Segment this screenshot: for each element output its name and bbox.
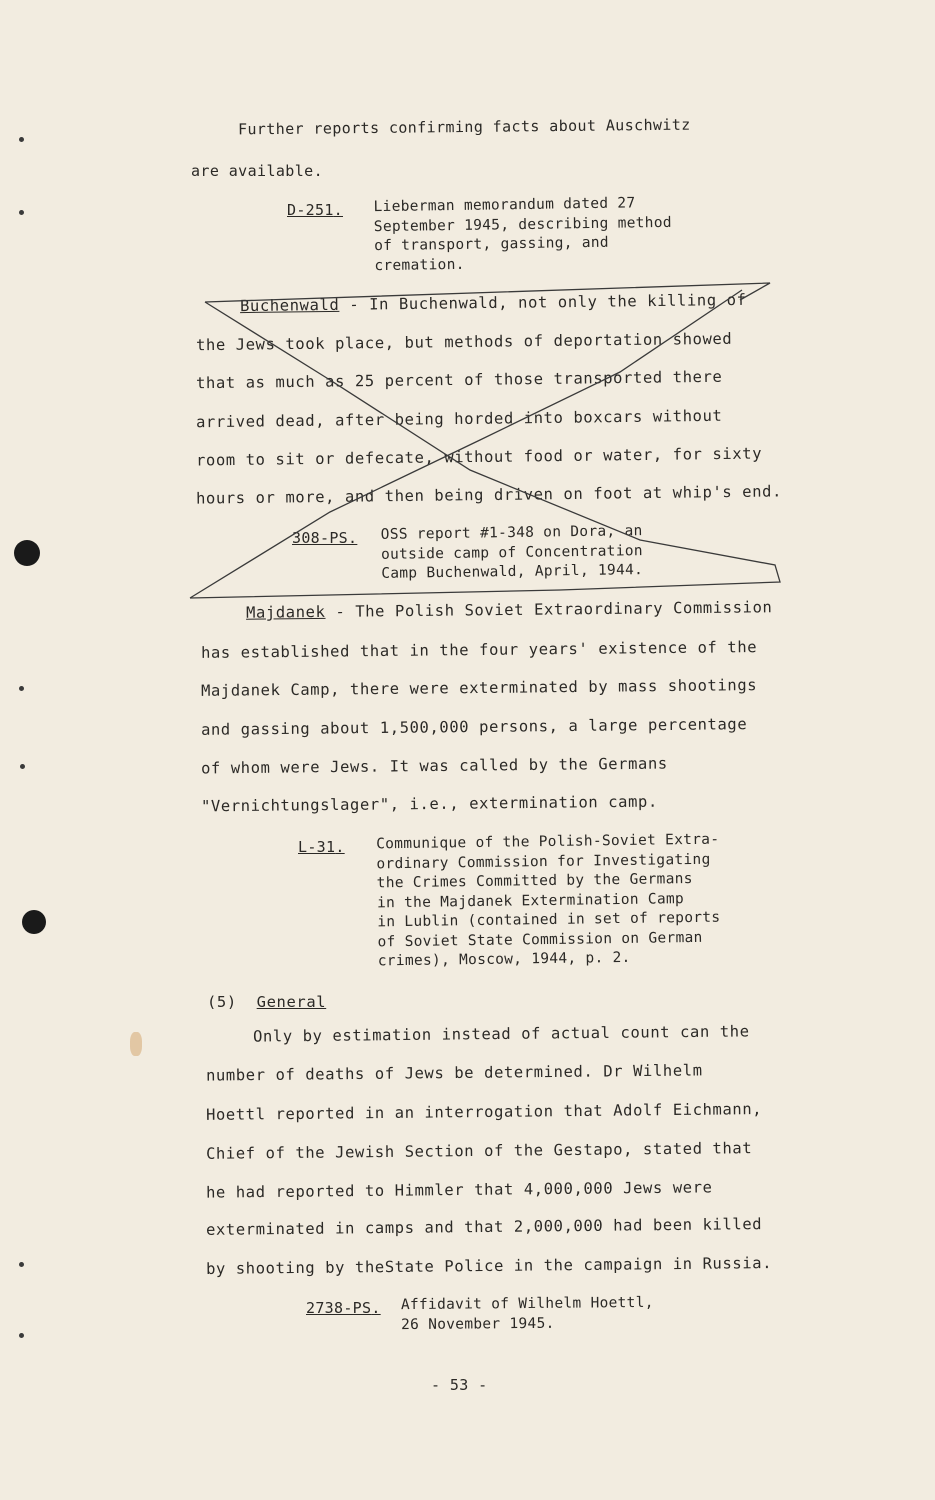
section-number: (5) xyxy=(207,993,237,1011)
general-line-4: Chief of the Jewish Section of the Gestapo, stated that xyxy=(205,1139,753,1163)
citation-ref-l31: L-31. xyxy=(298,838,345,856)
buchenwald-line-6: hours or more, and then being driven on foot at whip's end. xyxy=(195,482,783,508)
general-line-5: he had reported to Himmler that 4,000,000 Jews were xyxy=(205,1178,713,1202)
majdanek-line-4: and gassing about 1,500,000 persons, a large percentage xyxy=(200,715,748,739)
majdanek-line-6: "Vernichtungslager", i.e., extermination camp. xyxy=(200,792,658,816)
citation-ref-d251: D-251. xyxy=(287,201,343,219)
citation-text-d251: Lieberman memorandum dated 27 September 1945, describing method of transport, gassing, and cremation. xyxy=(373,195,672,274)
majdanek-line-5: of whom were Jews. It was called by the Germans xyxy=(200,754,668,778)
general-line-2: number of deaths of Jews be determined. Dr Wilhelm xyxy=(205,1061,703,1085)
buchenwald-heading: Buchenwald xyxy=(239,295,340,316)
general-line-7: by shooting by theState Police in the campaign in Russia. xyxy=(205,1254,773,1278)
citation-text-l31: Communique of the Polish-Soviet Extra- ordinary Commission for Investigating the Crimes Committed by the Germans in the Majdanek Extermination Camp in Lublin (contained in set of reports of Soviet State Commission on German crimes), Moscow, 1944, p. 2. xyxy=(376,831,721,970)
buchenwald-line-3: that as much as 25 percent of those transported there xyxy=(195,367,723,393)
majdanek-line-3: Majdanek Camp, there were exterminated by mass shootings xyxy=(200,676,758,700)
citation-text-308ps: OSS report #1-348 on Dora, an outside camp of Concentration Camp Buchenwald, April, 1944. xyxy=(380,523,644,582)
citation-ref-2738ps: 2738-PS. xyxy=(306,1299,381,1317)
citation-text-2738ps: Affidavit of Wilhelm Hoettl, 26 November 1945. xyxy=(400,1294,654,1333)
general-line-3: Hoettl reported in an interrogation that Adolf Eichmann, xyxy=(205,1100,763,1124)
page-number: - 53 - xyxy=(431,1376,488,1394)
buchenwald-line-5: room to sit or defecate, without food or water, for sixty xyxy=(195,444,763,470)
majdanek-line-1: Majdanek - The Polish Soviet Extraordinary Commission xyxy=(245,598,773,622)
general-line-1: Only by estimation instead of actual count can the xyxy=(252,1022,750,1046)
citation-ref-308ps: 308-PS. xyxy=(292,529,358,547)
intro-line-2: are available. xyxy=(191,162,324,180)
general-heading-line xyxy=(207,993,326,1011)
majdanek-heading: Majdanek xyxy=(245,602,326,622)
general-heading: General xyxy=(256,993,327,1011)
general-line-6: exterminated in camps and that 2,000,000 had been killed xyxy=(205,1215,763,1239)
buchenwald-line-1: Buchenwald - In Buchenwald, not only the killing of xyxy=(239,290,747,316)
intro-line-1: Further reports confirming facts about Auschwitz xyxy=(237,115,691,139)
majdanek-line-2: has established that in the four years' existence of the xyxy=(200,638,758,662)
buchenwald-line-4: arrived dead, after being horded into boxcars without xyxy=(195,406,723,432)
buchenwald-line-2: the Jews took place, but methods of deportation showed xyxy=(195,329,733,355)
